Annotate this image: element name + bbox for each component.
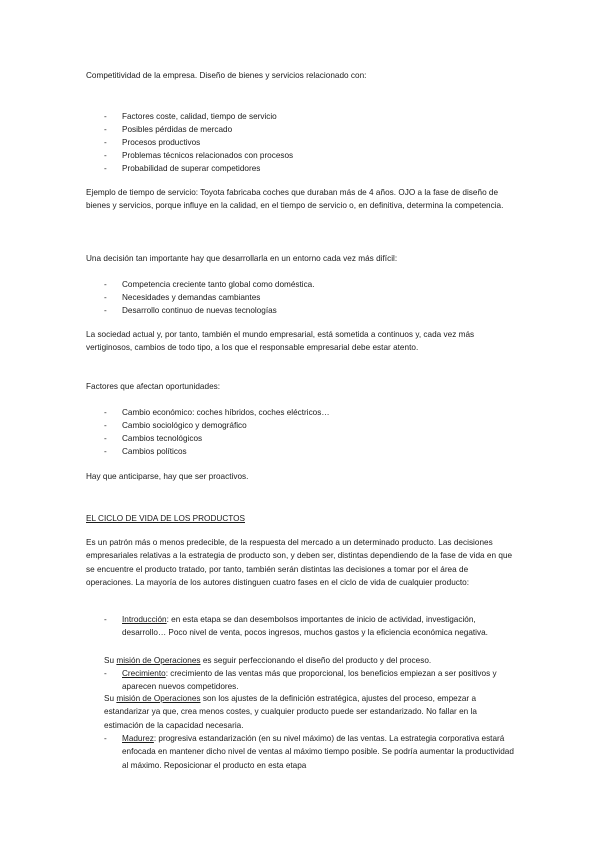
phase-text: : progresiva estandarización (en su nivel máximo) de las ventas. La estrategia corporativa estará enfocada en mantener dicho nivel de ventas al máximo tiempo posible. Se podría aumentar la productividad al máximo. Reposicionar el producto en esta etapa — [122, 734, 514, 770]
phase-name: Crecimiento — [122, 669, 166, 678]
factors-title: Factores que afectan oportunidades: — [86, 382, 221, 391]
document-page: Competitividad de la empresa. Diseño de bienes y servicios relacionado con: - Factores coste, calidad, tiempo de servicio - Posibles pérdidas de mercado - Procesos productivos - Problemas técnicos relacionados con procesos - Probabilidad de superar competidores Ejemplo de tiempo de servicio: Toyota fabricaba coches que duraban más de 4 años. OJO a la fase de diseño de bienes y servicios, porque influye en la calidad, en el tiempo de servicio o, en definitiva, determina la competencia. Una decisión tan importante hay que desarrollarla en un entorno cada vez más difícil: - Competencia creciente tanto global como doméstica. - Necesidades y demandas cambiantes - Desarrollo continuo de nuevas tecnologías La sociedad actual y, por tanto, también el mundo empresarial, está sometida a continuos y, cada vez más vertiginosos, cambios de todo tipo, a los que el responsable empresarial debe estar atento. Factores que afectan oportunidades: - Cambio económico: coches híbridos, coches eléctricos… - Cambio sociológico y demográfico - Cambios tecnológicos - Cambios políticos Hay que anticiparse, hay que ser proactivos. EL CICLO DE VIDA DE LOS PRODUCTOS Es un patrón más o menos predecible, de la respuesta del mercado a un determinado producto. Las decisiones empresariales relativas a la estrategia de producto son, y deben ser, distintas dependiendo de la fase de vida en que se encuentre el producto tratado, por tanto, también serán distintas las decisiones a tomar por el área de operaciones. La mayoría de los autores distinguen cuatro fases en el ciclo de vida de cualquier producto: - Introducción: en esta etapa se dan desembolsos importantes de inicio de actividad, investigación, desarrollo… Poco nivel de venta, pocos ingresos, muchos gastos y la eficiencia económica negativa. Su misión de Operaciones es seguir perfeccionando el diseño del producto y del proceso. - Crecimiento: crecimiento de las ventas más que proporcional, los beneficios empiezan a ser positivos y aparecen nuevos competidores. Su misión de Operaciones son los ajustes de la definición estratégica, ajustes del proceso, empezar a estandarizar ya que, crea menos costes, y cualquier producto puede ser estandarizado. No fallar en la estimación de la capacidad necesaria. - Madurez: progresiva estandarización (en su nivel máximo) de las ventas. La estrategia corporativa estará enfocada en mantener dicho nivel de ventas al máximo tiempo posible. Se podría aumentar la productividad al máximo. Reposicionar el producto en esta etapa — [0, 0, 599, 848]
society-paragraph: La sociedad actual y, por tanto, también el mundo empresarial, está sometida a continuos y, cada vez más vertiginosos, cambios de todo tipo, a los que el responsable empresarial debe estar atento. — [86, 330, 475, 353]
section-heading: EL CICLO DE VIDA DE LOS PRODUCTOS — [86, 514, 245, 523]
phase-text: : crecimiento de las ventas más que proporcional, los beneficios empiezan a ser positivos y aparecen nuevos competidores. — [122, 669, 497, 692]
anticipate-paragraph: Hay que anticiparse, hay que ser proactivos. — [86, 472, 249, 481]
phase-name: Madurez — [122, 734, 154, 743]
phase-text: : en esta etapa se dan desembolsos importantes de inicio de actividad, investigación, desarrollo… Poco nivel de venta, pocos ingresos, muchos gastos y la eficiencia económica negativa. — [122, 615, 488, 638]
intro-paragraph: Competitividad de la empresa. Diseño de bienes y servicios relacionado con: — [86, 71, 367, 80]
decision-paragraph: Una decisión tan importante hay que desarrollarla en un entorno cada vez más difícil: — [86, 254, 398, 263]
cycle-intro-paragraph: Es un patrón más o menos predecible, de la respuesta del mercado a un determinado producto. Las decisiones empresariales relativas a la estrategia de producto son, y deben ser, distintas dependiendo de la fase de vida en que se encuentre el producto tratado, por tanto, también serán distintas las decisiones a tomar por el área de operaciones. La mayoría de los autores distinguen cuatro fases en el ciclo de vida de cualquier producto: — [86, 538, 513, 588]
mission-paragraph: Su misión de Operaciones es seguir perfeccionando el diseño del producto y del proceso. — [104, 656, 432, 665]
example-paragraph: Ejemplo de tiempo de servicio: Toyota fabricaba coches que duraban más de 4 años. OJO a la fase de diseño de bienes y servicios, porque influye en la calidad, en el tiempo de servicio o, en definitiva, determina la competencia. — [86, 188, 504, 211]
mission-paragraph: Su misión de Operaciones son los ajustes de la definición estratégica, ajustes del proceso, empezar a estandarizar ya que, crea menos costes, y cualquier producto puede ser estandarizado. No fallar en la estimación de la capacidad necesaria. — [104, 694, 477, 730]
phase-name: Introducción — [122, 615, 167, 624]
